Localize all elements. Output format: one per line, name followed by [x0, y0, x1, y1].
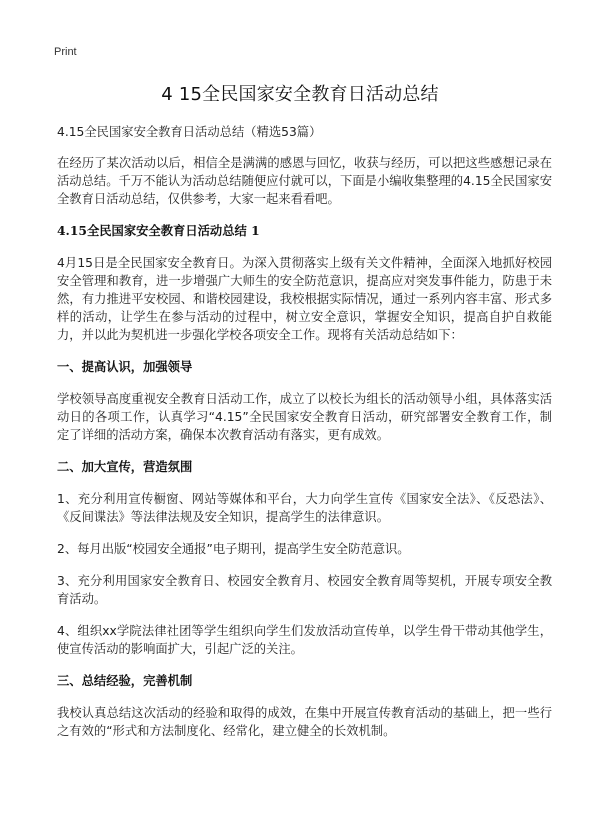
opening-paragraph: 4月15日是全民国家安全教育日。为深入贯彻落实上级有关文件精神，全面深入地抓好校园安全管理和教育，进一步增强广大师生的安全防范意识，提高应对突发事件能力，防患于未然，有力推进平安校园、和谐校园建设，我校根据实际情况，通过一系列内容丰富、形式多样的活动，让学生在参与活动的过程中，树立安全意识，掌握安全知识，提高自护自救能力，并以此为契机进一步强化学校各项安全工作。现将有关活动总结如下：: [57, 256, 552, 342]
section-heading: 4.15全民国家安全教育日活动总结 1: [57, 223, 260, 238]
paragraph-publicity-4: 4、组织xx学院法律社团等学生组织向学生们发放活动宣传单，以学生骨干带动其他学生，使宣传活动的影响面扩大，引起广泛的关注。: [57, 624, 552, 656]
paragraph-publicity-3: 3、充分利用国家安全教育日、校园安全教育月、校园安全教育周等契机，开展专项安全教育活动。: [57, 574, 552, 606]
document-subtitle: 4.15全民国家安全教育日活动总结（精选53篇）: [57, 125, 322, 139]
paragraph-summary: 我校认真总结这次活动的经验和取得的成效，在集中开展宣传教育活动的基础上，把一些行之有效的“形式和方法制度化、经常化，建立健全的长效机制。: [57, 706, 552, 738]
intro-paragraph: 在经历了某次活动以后，相信全是满满的感恩与回忆，收获与经历，可以把这些感想记录在活动总结。千万不能认为活动总结随便应付就可以，下面是小编收集整理的4.15全民国家安全教育日活动总结，仅供参考，大家一起来看看吧。: [57, 156, 552, 206]
document-body: [57, 123, 552, 754]
heading-summary: 三、总结经验，完善机制: [57, 674, 193, 688]
heading-raise-awareness: 一、提高认识，加强领导: [57, 360, 193, 374]
document-title: 4 15全民国家安全教育日活动总结: [161, 84, 439, 105]
paragraph-publicity-1: 1、充分利用宣传橱窗、网站等媒体和平台，大力向学生宣传《国家安全法》、《反恐法》、《反间谍法》等法律法规及安全知识，提高学生的法律意识。: [57, 492, 552, 524]
heading-publicity: 二、加大宣传，营造氛围: [57, 460, 193, 474]
paragraph-publicity-2: 2、每月出版“校园安全通报”电子期刊，提高学生安全防范意识。: [57, 542, 410, 556]
paragraph-leadership: 学校领导高度重视安全教育日活动工作，成立了以校长为组长的活动领导小组，具体落实活动日的各项工作，认真学习“4.15”全民国家安全教育日活动，研究部署安全教育工作，制定了详细的活动方案，确保本次教育活动有落实，更有成效。: [57, 392, 552, 442]
print-link[interactable]: Print: [54, 46, 77, 58]
